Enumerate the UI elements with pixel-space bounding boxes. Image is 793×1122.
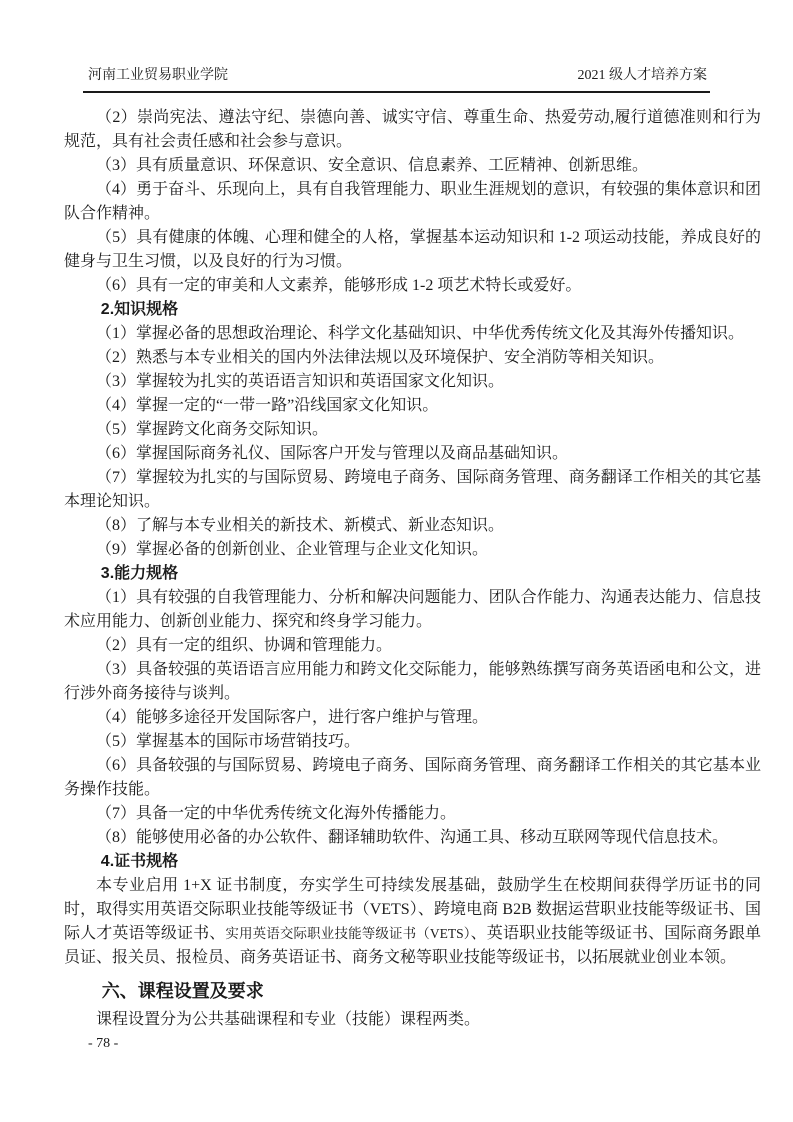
page-footer xyxy=(88,1035,118,1053)
paragraph: （3）具有质量意识、环保意识、安全意识、信息素养、工匠精神、创新思维。 xyxy=(96,157,649,174)
section-heading: 六、课程设置及要求 xyxy=(101,981,264,1001)
paragraph: （6）具有一定的审美和人文素养，能够形成 1-2 项艺术特长或爱好。 xyxy=(96,277,582,294)
paragraph: （6）掌握国际商务礼仪、国际客户开发与管理以及商品基础知识。 xyxy=(96,445,569,462)
paragraph: （4）勇于奋斗、乐现向上，具有自我管理能力、职业生涯规划的意识，有较强的集体意识和团队合作精神。 xyxy=(64,181,761,222)
header-school-name: 河南工业贸易职业学院 xyxy=(88,68,228,83)
paragraph: （4）能够多途径开发国际客户，进行客户维护与管理。 xyxy=(96,709,489,726)
paragraph xyxy=(64,874,761,970)
cert-text: 、英语职业技能等级证书、国际商务跟单员证、报关员、报检员、商务英语证书、商务文秘等职业技能等级证书，以拓展就业创业本领。 xyxy=(64,925,761,966)
paragraph: 课程设置分为公共基础课程和专业（技能）课程两类。 xyxy=(96,1011,481,1028)
paragraph: （7）掌握较为扎实的与国际贸易、跨境电子商务、国际商务管理、商务翻译工作相关的其它基本理论知识。 xyxy=(64,469,761,510)
paragraph: （2）熟悉与本专业相关的国内外法律法规以及环境保护、安全消防等相关知识。 xyxy=(96,349,665,366)
header-program-title: 2021 级人才培养方案 xyxy=(577,68,707,83)
paragraph: （1）掌握必备的思想政治理论、科学文化基础知识、中华优秀传统文化及其海外传播知识。 xyxy=(96,325,745,342)
paragraph: （3）掌握较为扎实的英语语言知识和英语国家文化知识。 xyxy=(96,373,505,390)
paragraph: （3）具备较强的英语语言应用能力和跨文化交际能力，能够熟练撰写商务英语函电和公文，进行涉外商务接待与谈判。 xyxy=(64,661,761,702)
cert-text-small: 实用英语交际职业技能等级证书（VETS） xyxy=(225,926,471,941)
paragraph: （5）掌握基本的国际市场营销技巧。 xyxy=(96,733,361,750)
paragraph: （1）具有较强的自我管理能力、分析和解决问题能力、团队合作能力、沟通表达能力、信息技术应用能力、创新创业能力、探究和终身学习能力。 xyxy=(64,589,761,630)
document-body xyxy=(64,106,761,1032)
paragraph: （5）掌握跨文化商务交际知识。 xyxy=(96,421,329,438)
paragraph: （4）掌握一定的“一带一路”沿线国家文化知识。 xyxy=(96,397,439,414)
paragraph: （7）具备一定的中华优秀传统文化海外传播能力。 xyxy=(96,805,457,822)
section-subheading: 3.能力规格 xyxy=(100,565,179,582)
paragraph: （9）掌握必备的创新创业、企业管理与企业文化知识。 xyxy=(96,541,489,558)
section-subheading: 2.知识规格 xyxy=(100,301,179,318)
paragraph: （5）具有健康的体魄、心理和健全的人格，掌握基本运动知识和 1-2 项运动技能，养成良好的健身与卫生习惯，以及良好的行为习惯。 xyxy=(64,229,761,270)
cert-text: 本专业启用 1+X 证书制度，夯实学生可持续发展基础，鼓励学生在校期间获得学历证书的同时，取得实用英语交际职业技能等级证书（VETS）、跨境电商 B2B 数据运营职业技能等级证书、国际人才英语等级证书、 xyxy=(64,877,761,942)
paragraph: （6）具备较强的与国际贸易、跨境电子商务、国际商务管理、商务翻译工作相关的其它基本业务操作技能。 xyxy=(64,757,761,798)
paragraph: （2）具有一定的组织、协调和管理能力。 xyxy=(96,637,393,654)
page-header xyxy=(83,67,710,93)
section-subheading: 4.证书规格 xyxy=(100,853,179,870)
page-number: - 78 - xyxy=(88,1036,119,1051)
paragraph: （8）了解与本专业相关的新技术、新模式、新业态知识。 xyxy=(96,517,505,534)
paragraph: （2）崇尚宪法、遵法守纪、崇德向善、诚实守信、尊重生命、热爱劳动,履行道德准则和行为规范，具有社会责任感和社会参与意识。 xyxy=(64,109,761,150)
paragraph: （8）能够使用必备的办公软件、翻译辅助软件、沟通工具、移动互联网等现代信息技术。 xyxy=(96,829,729,846)
